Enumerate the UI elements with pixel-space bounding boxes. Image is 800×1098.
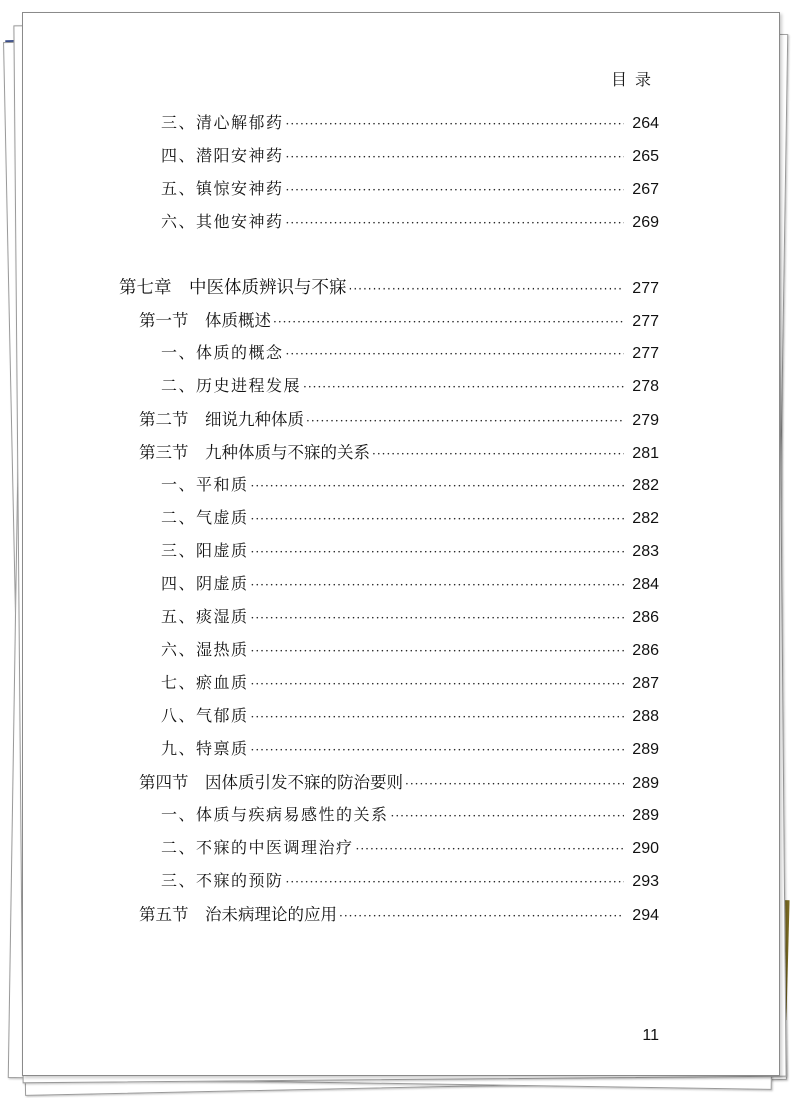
toc-entry[interactable] — [161, 868, 659, 892]
toc-entry[interactable] — [161, 670, 659, 694]
toc-entry[interactable] — [161, 373, 659, 397]
toc-entry[interactable] — [161, 802, 659, 826]
toc-entry-page: 278 — [632, 378, 659, 395]
toc-entry-page: 286 — [632, 642, 659, 659]
toc-entry-page: 277 — [632, 345, 659, 362]
toc-section-entry[interactable] — [139, 406, 659, 430]
leader-dots — [251, 743, 625, 757]
toc-entry[interactable] — [161, 835, 659, 859]
toc-entry-label: 八、气郁质 — [161, 706, 249, 725]
leader-dots — [286, 117, 625, 131]
toc-entry-page: 289 — [632, 807, 659, 824]
toc-entry-page: 287 — [632, 675, 659, 692]
toc-entry-label: 三、清心解郁药 — [161, 113, 284, 132]
leader-dots — [251, 578, 625, 592]
toc-entry-page: 277 — [632, 313, 659, 330]
toc-entry-page: 264 — [632, 115, 659, 132]
toc-entry-page: 282 — [632, 477, 659, 494]
leader-dots — [251, 512, 625, 526]
leader-dots — [286, 216, 625, 230]
toc-entry-label: 三、阳虚质 — [161, 541, 249, 560]
leader-dots — [251, 644, 625, 658]
toc-entry[interactable] — [161, 604, 659, 628]
toc-entry-page: 288 — [632, 708, 659, 725]
toc-entry-page: 293 — [632, 873, 659, 890]
toc-entry-label: 二、不寐的中医调理治疗 — [161, 838, 354, 857]
leader-dots — [286, 150, 625, 164]
table-of-contents — [23, 13, 779, 1075]
toc-entry[interactable] — [161, 110, 659, 134]
leader-dots — [286, 875, 625, 889]
toc-entry-label: 一、体质的概念 — [161, 343, 284, 362]
leader-dots — [286, 347, 625, 361]
toc-entry[interactable] — [161, 703, 659, 727]
toc-entry-label: 四、阴虚质 — [161, 574, 249, 593]
toc-entry-label: 二、气虚质 — [161, 508, 249, 527]
toc-entry-label: 五、镇惊安神药 — [161, 179, 284, 198]
toc-entry[interactable] — [161, 571, 659, 595]
toc-entry[interactable] — [161, 505, 659, 529]
leader-dots — [405, 777, 624, 791]
leader-dots — [356, 842, 625, 856]
toc-chapter-entry[interactable] — [119, 274, 659, 298]
leader-dots — [349, 282, 625, 296]
toc-entry-label: 三、不寐的预防 — [161, 871, 284, 890]
toc-entry-label: 一、体质与疾病易感性的关系 — [161, 805, 389, 824]
toc-entry[interactable] — [161, 176, 659, 200]
toc-entry[interactable] — [161, 538, 659, 562]
toc-entry-label: 一、平和质 — [161, 475, 249, 494]
toc-entry-page: 283 — [632, 543, 659, 560]
toc-entry-label: 第五节 治未病理论的应用 — [139, 905, 337, 924]
toc-entry[interactable] — [161, 209, 659, 233]
toc-entry-label: 五、痰湿质 — [161, 607, 249, 626]
toc-entry-page: 277 — [632, 280, 659, 297]
toc-entry-label: 六、其他安神药 — [161, 212, 284, 231]
toc-entry-label: 第二节 细说九种体质 — [139, 410, 304, 429]
toc-entry-page: 290 — [632, 840, 659, 857]
toc-entry-label: 四、潜阳安神药 — [161, 146, 284, 165]
leader-dots — [251, 545, 625, 559]
toc-section-entry[interactable] — [139, 439, 659, 463]
toc-entry-label: 第三节 九种体质与不寐的关系 — [139, 443, 370, 462]
toc-entry-page: 289 — [632, 741, 659, 758]
leader-dots — [251, 611, 625, 625]
toc-entry-page: 279 — [632, 412, 659, 429]
toc-section-entry[interactable] — [139, 307, 659, 331]
toc-entry-page: 267 — [632, 181, 659, 198]
toc-entry[interactable] — [161, 637, 659, 661]
toc-entry-label: 七、瘀血质 — [161, 673, 249, 692]
toc-entry-page: 265 — [632, 148, 659, 165]
toc-entry-page: 269 — [632, 214, 659, 231]
leader-dots — [391, 809, 625, 823]
toc-page — [22, 12, 780, 1076]
leader-dots — [251, 479, 625, 493]
toc-entry-label: 第四节 因体质引发不寐的防治要则 — [139, 773, 403, 792]
toc-entry-page: 289 — [632, 775, 659, 792]
toc-section-entry[interactable] — [139, 901, 659, 925]
leader-dots — [286, 183, 625, 197]
toc-entry-page: 284 — [632, 576, 659, 593]
leader-dots — [303, 380, 624, 394]
toc-entry-label: 六、湿热质 — [161, 640, 249, 659]
leader-dots — [273, 315, 624, 329]
toc-entry-label: 九、特禀质 — [161, 739, 249, 758]
toc-entry[interactable] — [161, 472, 659, 496]
toc-entry[interactable] — [161, 143, 659, 167]
leader-dots — [372, 447, 624, 461]
toc-entry-label: 第一节 体质概述 — [139, 311, 271, 330]
toc-entry-page: 281 — [632, 445, 659, 462]
toc-entry-page: 282 — [632, 510, 659, 527]
toc-entry[interactable] — [161, 340, 659, 364]
toc-entry-page: 294 — [632, 907, 659, 924]
leader-dots — [251, 677, 625, 691]
toc-entry-label: 第七章 中医体质辨识与不寐 — [119, 278, 347, 298]
toc-entry-page: 286 — [632, 609, 659, 626]
leader-dots — [251, 710, 625, 724]
toc-section-entry[interactable] — [139, 769, 659, 793]
toc-entry[interactable] — [161, 736, 659, 760]
running-header: 目录 — [610, 70, 659, 89]
page-number: 11 — [642, 1027, 659, 1044]
leader-dots — [339, 909, 624, 923]
leader-dots — [306, 414, 624, 428]
toc-entry-label: 二、历史进程发展 — [161, 376, 302, 395]
